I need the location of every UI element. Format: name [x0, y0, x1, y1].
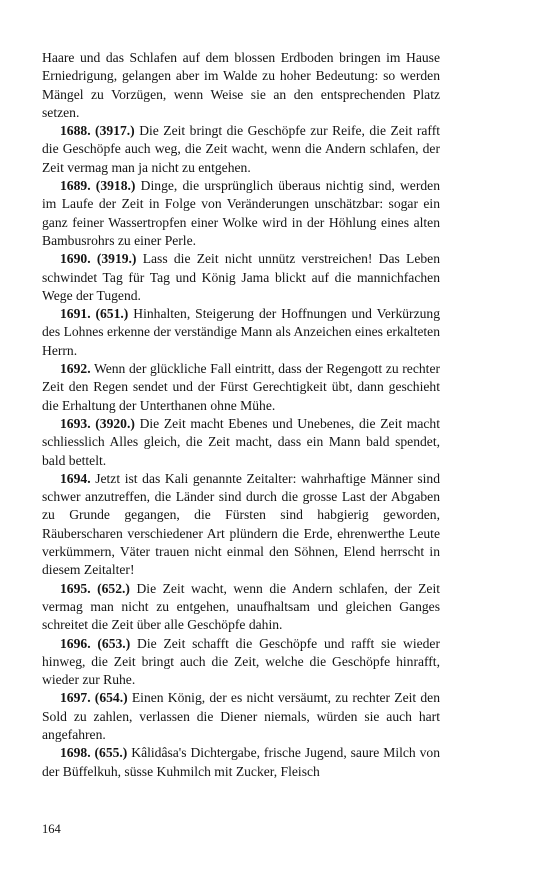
verse-number: 1694. — [60, 470, 91, 486]
verse-1691 — [42, 305, 440, 360]
verse-1697 — [42, 689, 440, 744]
verse-1693 — [42, 415, 440, 470]
verse-text: Lass die Zeit nicht unnütz verstreichen! Das Leben schwindet Tag für Tag und König Jama blickt auf die mannichfachen Wege der Tugend. — [42, 251, 441, 303]
verse-number: 1696. (653.) — [60, 635, 131, 651]
verse-text: Die Zeit bringt die Geschöpfe zur Reife, die Zeit rafft die Geschöpfe auch weg, die Zeit wacht, wenn die Andern schlafen, der Zeit vermag man ja nicht zu entgehen. — [42, 123, 440, 175]
verse-text: Einen König, der es nicht versäumt, zu rechter Zeit den Sold zu zahlen, verlassen die Diener niemals, würden sie auch hart angefahren. — [42, 690, 441, 742]
verse-number: 1698. (655.) — [60, 745, 128, 761]
verse-1694 — [42, 470, 440, 580]
verse-1689 — [42, 177, 440, 250]
verse-number: 1695. (652.) — [60, 580, 130, 596]
page-text — [42, 49, 440, 781]
verse-text: Die Zeit macht Ebenes und Unebenes, die Zeit macht schliesslich Alles gleich, die Zeit macht, dass ein Mann bald spendet, bald bettelt. — [42, 415, 441, 468]
verse-text: Hinhalten, Steigerung der Hoffnungen und Verkürzung des Lohnes erkenne der verständige Mann als Anzeichen eines erkalteten Herrn. — [42, 306, 441, 358]
verse-number: 1690. (3919.) — [60, 251, 137, 267]
verse-text: Jetzt ist das Kali genannte Zeitalter: wahrhaftige Männer sind schwer anzutreffen, die Länder sind durch die grosse Last der Abgaben zu Grunde gegangen, die Fürsten sind habgierig geworden, Räuberscharen verschiedener Art plündern die Erde, ehrenwerthe Leute verkümmern, Väter trauen nicht einmal den Söhnen, Elend herrscht in diesem Zeitalter! — [42, 470, 440, 578]
continuation-text: Haare und das Schlafen auf dem blossen Erdboden bringen im Hause Erniedrigung, gelangen aber im Walde zu hoher Bedeutung: so werden Mängel zu Vorzügen, wenn Weise sie an den entsprechenden Platz setzen. — [42, 50, 440, 120]
verse-1696 — [42, 635, 440, 690]
verse-text: Wenn der glückliche Fall eintritt, dass der Regengott zu rechter Zeit den Regen sendet und der Fürst Gerechtigkeit übt, dann geschieht die Erhaltung der Unterthanen ohne Mühe. — [42, 361, 440, 413]
verse-1692 — [42, 360, 440, 415]
verse-text: Die Zeit schafft die Geschöpfe und rafft sie wieder hinweg, die Zeit bringt auch die Zeit, welche die Geschöpfe hinrafft, wieder zur Ruhe. — [42, 635, 440, 688]
verse-number: 1692. — [60, 361, 91, 377]
verse-number: 1697. (654.) — [60, 690, 128, 706]
verse-1695 — [42, 580, 440, 635]
verse-number: 1688. (3917.) — [60, 123, 135, 139]
verse-1688 — [42, 122, 440, 177]
verse-text: Die Zeit wacht, wenn die Andern schlafen, der Zeit vermag man nicht zu entgehen, unaufhaltsam und gleichen Ganges schreitet die Zeit über alle Geschöpfe dahin. — [42, 580, 440, 633]
verse-number: 1693. (3920.) — [60, 415, 135, 431]
verse-text: Dinge, die ursprünglich überaus nichtig sind, werden im Laufe der Zeit in Folge von Veränderungen unschätzbar: sogar ein ganz feiner Wassertropfen einer Wolke wird in der Höhlung eines alten Bambusrohrs zu einer Perle. — [42, 178, 440, 248]
verse-1690 — [42, 250, 440, 305]
verse-text: Kâlidâsa's Dichtergabe, frische Jugend, saure Milch von der Büffelkuh, süsse Kuhmilch mit Zucker, Fleisch — [42, 745, 440, 779]
page-number: 164 — [42, 822, 61, 836]
verse-number: 1691. (651.) — [60, 306, 129, 322]
verse-1698 — [42, 744, 440, 781]
continuation-paragraph — [42, 49, 440, 122]
verse-number: 1689. (3918.) — [60, 178, 136, 194]
